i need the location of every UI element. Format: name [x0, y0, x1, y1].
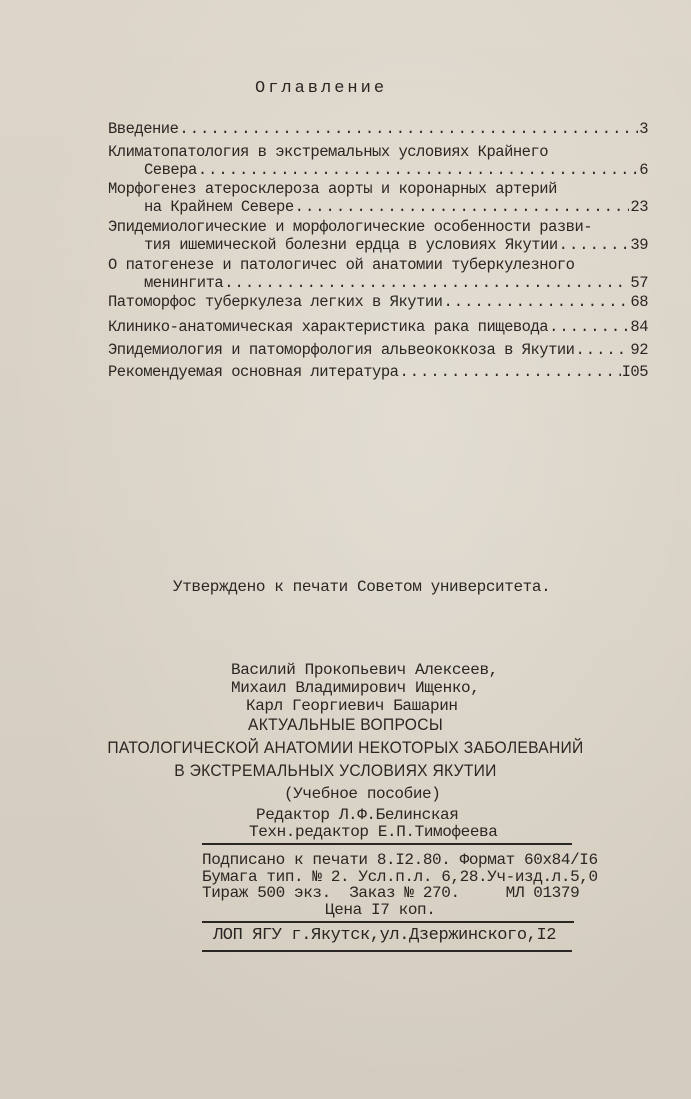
toc-entry-page: 84	[630, 318, 648, 336]
toc-entry	[108, 218, 648, 254]
divider	[202, 921, 574, 923]
toc-entry-page: 39	[630, 236, 648, 254]
toc-entry-page: 3	[639, 120, 648, 138]
toc-entry	[108, 120, 648, 138]
toc-entry-label: менингита	[144, 274, 224, 292]
toc-entry	[108, 293, 648, 311]
toc-entry-label: Морфогенез атеросклероза аорты и коронарных артерий	[108, 180, 557, 198]
divider	[202, 950, 572, 952]
tech-editor: Техн.редактор Е.П.Тимофеева	[249, 823, 498, 841]
toc-entry-label: Климатопатология в экстремальных условиях Крайнего	[108, 143, 549, 161]
imprint-line: Подписано к печати 8.I2.80. Формат 60х84/I6	[202, 851, 598, 869]
toc-entry	[108, 256, 648, 292]
printer-info: ЛОП ЯГУ г.Якутск,ул.Дзержинского,I2	[213, 926, 557, 945]
toc-entry-label: Эпидемиология и патоморфология альвеококкоза в Якутии	[108, 341, 575, 359]
toc-entry-label: Севера	[144, 161, 197, 179]
toc-entry-label: О патогенезе и патологичес ой анатомии туберкулезного	[108, 256, 575, 274]
toc-entry	[108, 143, 648, 179]
author-line: Василий Прокопьевич Алексеев,	[231, 661, 498, 679]
toc-entry-page: 6	[639, 161, 648, 179]
author-line: Карл Георгиевич Башарин	[246, 697, 458, 715]
toc-entry	[108, 318, 648, 336]
author-line: Михаил Владимирович Ищенко,	[231, 679, 480, 697]
toc-entry-page: I05	[621, 363, 648, 381]
toc-entry-label: Введение	[108, 120, 179, 138]
imprint-line: Цена I7 коп.	[325, 901, 436, 919]
toc-entry-label: Клинико-анатомическая характеристика рака пищевода	[108, 318, 549, 336]
imprint-line: Бумага тип. № 2. Усл.п.л. 6,28.Уч-изд.л.5,0	[202, 868, 598, 886]
book-title-line: ПАТОЛОГИЧЕСКОЙ АНАТОМИИ НЕКОТОРЫХ ЗАБОЛЕВАНИЙ	[107, 738, 584, 757]
toc-entry-label: Рекомендуемая основная литература	[108, 363, 399, 381]
divider	[202, 843, 572, 845]
toc-entry	[108, 341, 648, 359]
toc-entry-page: 57	[630, 274, 648, 292]
imprint-line: Тираж 500 экз. Заказ № 270. МЛ 01379	[202, 884, 580, 902]
toc-title: Оглавление	[255, 79, 388, 98]
book-title-line: АКТУАЛЬНЫЕ ВОПРОСЫ	[248, 715, 443, 734]
toc-entry	[108, 363, 648, 381]
toc-entry-label: Патоморфос туберкулеза легких в Якутии	[108, 293, 443, 311]
toc-entry-page: 68	[630, 293, 648, 311]
toc-entry	[108, 180, 648, 216]
subtitle: (Учебное пособие)	[284, 785, 441, 803]
editor: Редактор Л.Ф.Белинская	[256, 806, 459, 824]
toc-entry-page: 23	[630, 198, 648, 216]
toc-entry-label: Эпидемиологические и морфологические особенности разви-	[108, 218, 593, 236]
approval-note: Утверждено к печати Советом университета.	[173, 578, 551, 596]
book-title-line: В ЭКСТРЕМАЛЬНЫХ УСЛОВИЯХ ЯКУТИИ	[174, 761, 497, 780]
toc-entry-label: на Крайнем Севере	[144, 198, 294, 216]
toc-entry-label: тия ишемической болезни ердца в условиях Якутии	[144, 236, 558, 254]
toc-entry-page: 92	[630, 341, 648, 359]
